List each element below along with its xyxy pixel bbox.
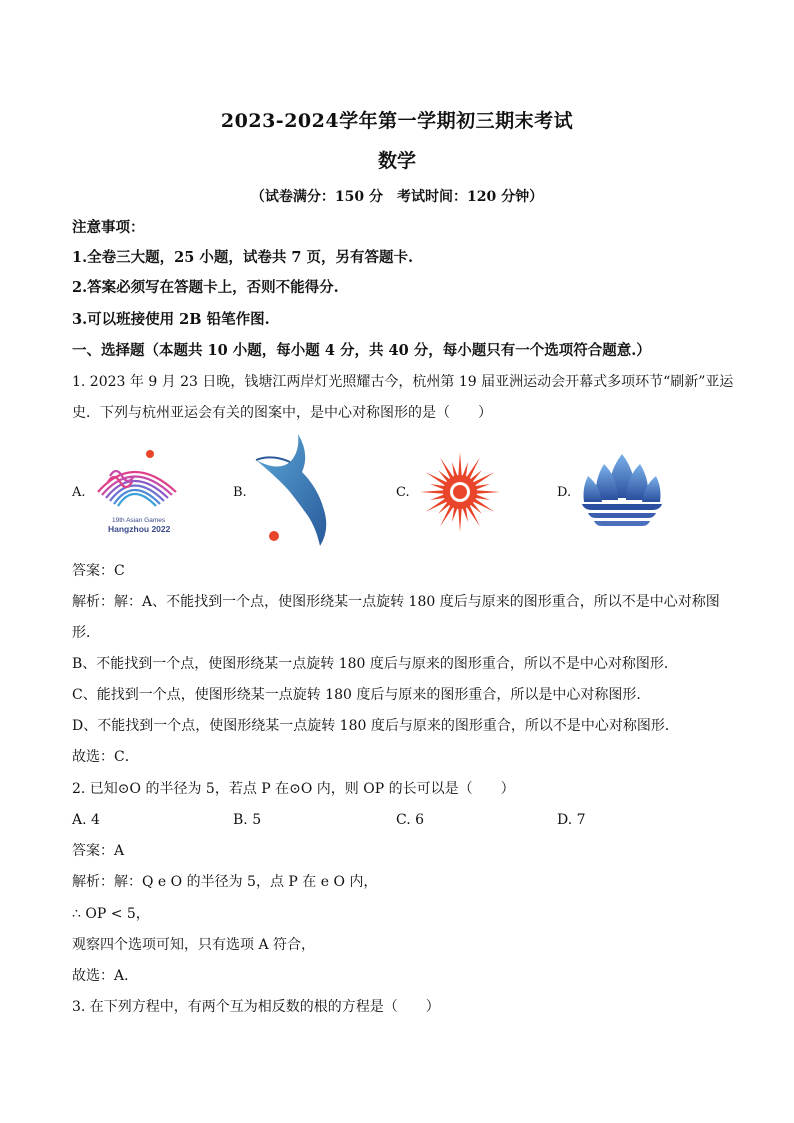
q1-analysis-b: B、不能找到一个点，使图形绕某一点旋转 180 度后与原来的图形重合，所以不是中心对称图形．	[72, 656, 678, 672]
q2-conclusion: 故选：A．	[72, 968, 139, 984]
q2-stem: 2. 已知⊙O 的半径为 5，若点 P 在⊙O 内，则 OP 的长可以是（ ）	[72, 781, 515, 797]
notice-item-3: 3.可以班接使用 2B 铅笔作图.	[72, 311, 270, 328]
q2-answer: 答案：A	[72, 843, 125, 859]
q1-stem-line1: 1. 2023 年 9 月 23 日晚，钱塘江两岸灯光照耀古今，杭州第 19 届亚洲运动会开幕式多项环节“刷新”亚运	[72, 374, 734, 390]
q1-analysis-c: C、能找到一个点，使图形绕某一点旋转 180 度后与原来的图形重合，所以是中心对称图形．	[72, 687, 651, 703]
sun-ray	[462, 462, 468, 477]
q2-option-c: C. 6	[396, 812, 425, 828]
logo-text-2: Hangzhou 2022	[108, 524, 171, 534]
exam-info: （试卷满分：150 分 考试时间：120 分钟）	[250, 189, 544, 205]
logo-text-1: 19th Asian Games	[112, 517, 166, 524]
lotus-icon	[578, 450, 666, 532]
sun-ray	[440, 457, 454, 479]
sun-ray	[476, 490, 500, 494]
q1-analysis-line1: 解析：解：A、不能找到一个点，使图形绕某一点旋转 180 度后与原来的图形重合，所以不是中心对称图	[72, 594, 720, 610]
notice-item-1: 1.全卷三大题，25 小题，试卷共 7 页，另有答题卡.	[72, 249, 414, 266]
sun-ray	[473, 472, 495, 486]
q1-answer: 答案：C	[72, 563, 125, 579]
section-heading: 一、选择题（本题共 10 小题，每小题 4 分，共 40 分，每小题只有一个选项符合题意.）	[72, 342, 651, 359]
sun-ray	[430, 494, 445, 500]
q2-analysis-line1: 解析：解：Q e O 的半径为 5，点 P 在 e O 内，	[72, 874, 378, 890]
sun-ray	[466, 505, 480, 527]
q1-stem-line2: 史．下列与杭州亚运会有关的图案中，是中心对称图形的是（ ）	[72, 405, 492, 421]
sun-ray	[458, 508, 462, 532]
q2-analysis-line2: ∴ OP < 5，	[72, 906, 150, 922]
sun-ray	[425, 498, 447, 512]
sun-ray	[430, 484, 445, 490]
q2-option-a: A. 4	[72, 812, 100, 828]
notice-heading: 注意事项：	[72, 219, 145, 236]
exam-subject: 数学	[377, 150, 416, 172]
q2-option-d: D. 7	[557, 812, 586, 828]
sun-ray	[452, 462, 458, 477]
q1-option-a-label: A.	[72, 485, 86, 500]
sun-ray	[466, 457, 480, 479]
asian-games-logo-icon	[88, 440, 188, 540]
sun-ray	[475, 484, 490, 490]
q1-option-b-label: B.	[233, 485, 247, 500]
q1-analysis-d: D、不能找到一个点，使图形绕某一点旋转 180 度后与原来的图形重合，所以不是中心对称图形．	[72, 718, 679, 734]
sun-ray	[473, 498, 495, 512]
sun-ray	[462, 507, 468, 522]
q2-option-b: B. 5	[233, 812, 262, 828]
sun-ray	[475, 494, 490, 500]
sun-ray	[440, 505, 454, 527]
sun-ray	[452, 507, 458, 522]
notice-item-2: 2.答案必须写在答题卡上，否则不能得分.	[72, 279, 339, 296]
sun-ray	[425, 472, 447, 486]
exam-title: 2023-2024学年第一学期初三期末考试	[220, 110, 574, 132]
q3-stem: 3. 在下列方程中，有两个互为相反数的根的方程是（ ）	[72, 999, 440, 1015]
sun-icon	[418, 450, 502, 534]
q2-analysis-line3: 观察四个选项可知，只有选项 A 符合，	[72, 937, 316, 953]
q1-option-d-label: D.	[557, 485, 572, 500]
q1-conclusion: 故选：C．	[72, 749, 139, 765]
sun-ray	[420, 490, 444, 494]
q1-option-c-label: C.	[396, 485, 410, 500]
sun-ray	[458, 452, 462, 476]
q1-analysis-line2: 形．	[72, 625, 100, 641]
dolphin-tail-icon	[250, 432, 340, 550]
